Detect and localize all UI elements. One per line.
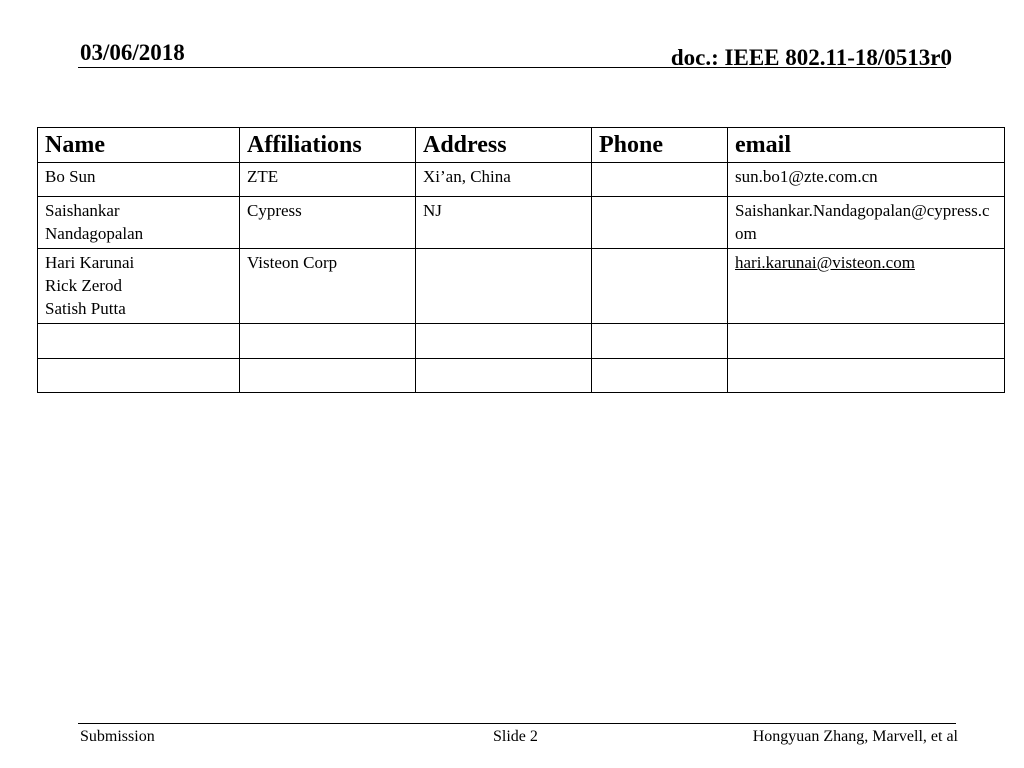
cell-name <box>38 324 240 359</box>
column-header-email: email <box>728 128 1005 163</box>
footer-slide-number: Slide 2 <box>493 728 538 745</box>
cell-phone <box>592 249 728 324</box>
cell-phone <box>592 197 728 249</box>
cell-address <box>416 324 592 359</box>
name-line: Hari Karunai <box>45 253 135 272</box>
name-line: Satish Putta <box>45 299 126 318</box>
column-header-phone: Phone <box>592 128 728 163</box>
name-line: Bo Sun <box>45 167 96 186</box>
footer-submission: Submission <box>80 728 155 745</box>
table-row <box>38 249 1005 324</box>
cell-email <box>728 249 1005 324</box>
table-row <box>38 197 1005 249</box>
cell-name <box>38 359 240 393</box>
cell-name <box>38 249 240 324</box>
cell-address <box>416 359 592 393</box>
cell-affiliation <box>240 324 416 359</box>
cell-email <box>728 359 1005 393</box>
table-row <box>38 163 1005 197</box>
cell-affiliation: ZTE <box>240 163 416 197</box>
cell-phone <box>592 359 728 393</box>
cell-phone <box>592 324 728 359</box>
email-link[interactable]: hari.karunai@visteon.com <box>735 253 915 272</box>
cell-address <box>416 249 592 324</box>
cell-phone <box>592 163 728 197</box>
footer-divider <box>78 723 956 724</box>
cell-affiliation: Visteon Corp <box>240 249 416 324</box>
column-header-name: Name <box>38 128 240 163</box>
cell-email: Saishankar.Nandagopalan@cypress.com <box>728 197 1005 249</box>
name-line: Rick Zerod <box>45 276 122 295</box>
name-line: Nandagopalan <box>45 224 144 243</box>
attendee-table <box>37 127 1005 393</box>
cell-address: Xi’an, China <box>416 163 592 197</box>
header-doc-id: doc.: IEEE 802.11-18/0513r0 <box>670 45 952 70</box>
footer-authors: Hongyuan Zhang, Marvell, et al <box>752 728 958 745</box>
cell-name <box>38 163 240 197</box>
column-header-affiliations: Affiliations <box>240 128 416 163</box>
header-date: 03/06/2018 <box>80 40 185 65</box>
header-divider <box>78 67 946 68</box>
cell-email <box>728 324 1005 359</box>
cell-address: NJ <box>416 197 592 249</box>
table-header-row <box>38 128 1005 163</box>
name-line: Saishankar <box>45 201 120 220</box>
table-row <box>38 324 1005 359</box>
cell-name <box>38 197 240 249</box>
column-header-address: Address <box>416 128 592 163</box>
table-row <box>38 359 1005 393</box>
cell-affiliation: Cypress <box>240 197 416 249</box>
cell-affiliation <box>240 359 416 393</box>
cell-email: sun.bo1@zte.com.cn <box>728 163 1005 197</box>
